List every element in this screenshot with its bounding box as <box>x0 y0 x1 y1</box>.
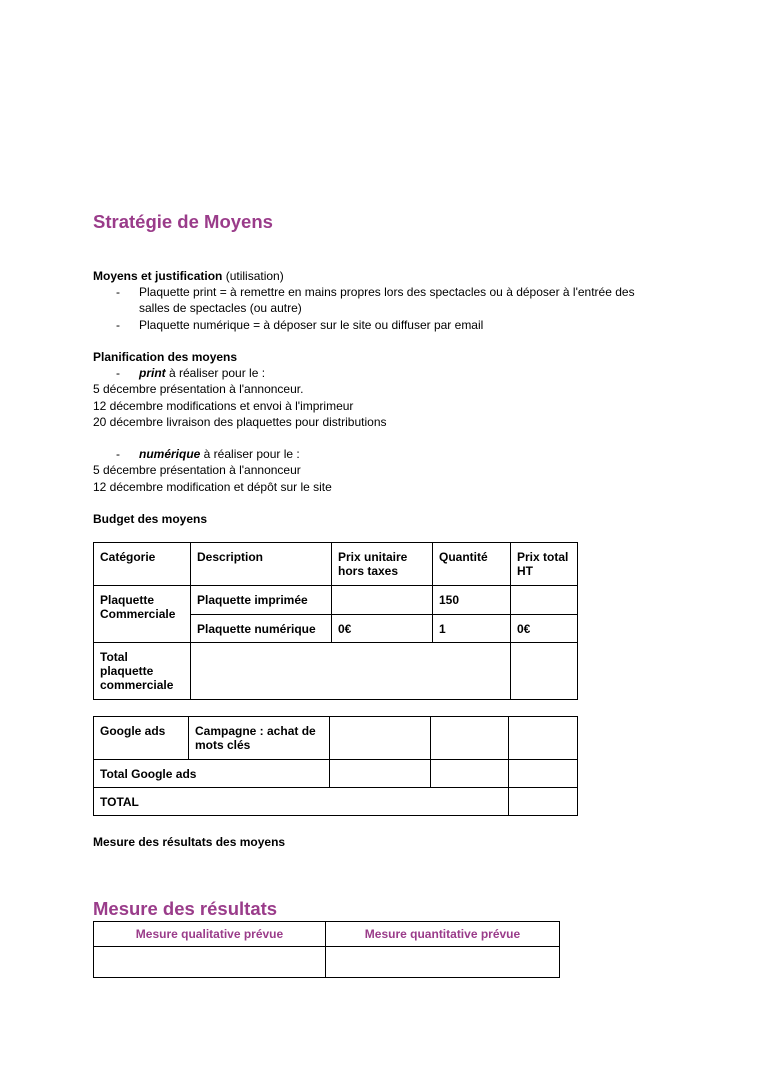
budget-heading: Budget des moyens <box>93 512 208 526</box>
header-category: Catégorie <box>94 543 191 586</box>
ads-description: Campagne : achat de mots clés <box>189 717 330 760</box>
table-row <box>94 947 560 978</box>
digital-label: numérique <box>139 447 201 461</box>
bullet-dash: - <box>116 318 120 332</box>
table-header-row <box>94 543 578 586</box>
bullet-dash: - <box>116 285 120 299</box>
header-total: Prix total HT <box>511 543 578 586</box>
row-quantity: 150 <box>433 586 511 615</box>
empty-cell <box>511 643 578 700</box>
header-quantitative: Mesure quantitative prévue <box>326 922 560 947</box>
header-quantity: Quantité <box>433 543 511 586</box>
table-row <box>94 760 578 788</box>
bullet-dash: - <box>116 447 120 461</box>
ads-category: Google ads <box>94 717 189 760</box>
row-description: Plaquette numérique <box>191 615 332 643</box>
means-heading-line <box>93 268 284 284</box>
table-row <box>94 717 578 760</box>
bullet-dash: - <box>116 366 120 380</box>
ads-total-label: Total Google ads <box>94 760 330 788</box>
empty-cell <box>509 717 578 760</box>
results-means-heading: Mesure des résultats des moyens <box>93 835 286 849</box>
results-title: Mesure des résultats <box>93 898 278 919</box>
digital-date-1: 5 décembre présentation à l'annonceur <box>93 463 301 477</box>
table-header-row <box>94 922 560 947</box>
means-item-1-line2: salles de spectacles (ou autre) <box>139 301 302 315</box>
total-plaquette-label: Total plaquette commerciale <box>94 643 191 700</box>
print-date-3: 20 décembre livraison des plaquettes pour distributions <box>93 415 387 429</box>
category-plaquette: Plaquette Commerciale <box>94 586 191 643</box>
planning-heading: Planification des moyens <box>93 350 238 364</box>
empty-cell <box>431 717 509 760</box>
row-unit-price <box>332 586 433 615</box>
empty-cell <box>94 947 326 978</box>
row-total <box>511 586 578 615</box>
print-label: print <box>139 366 166 380</box>
header-qualitative: Mesure qualitative prévue <box>94 922 326 947</box>
digital-line <box>139 446 300 462</box>
print-date-2: 12 décembre modifications et envoi à l'imprimeur <box>93 399 354 413</box>
empty-cell <box>431 760 509 788</box>
print-suffix: à réaliser pour le : <box>165 366 266 380</box>
digital-suffix: à réaliser pour le : <box>200 447 300 461</box>
ads-table <box>93 716 578 816</box>
empty-cell <box>191 643 511 700</box>
row-description: Plaquette imprimée <box>191 586 332 615</box>
empty-cell <box>326 947 560 978</box>
print-date-1: 5 décembre présentation à l'annonceur. <box>93 382 304 396</box>
row-unit-price: 0€ <box>332 615 433 643</box>
header-description: Description <box>191 543 332 586</box>
table-row <box>94 586 578 615</box>
digital-date-2: 12 décembre modification et dépôt sur le site <box>93 480 332 494</box>
results-table <box>93 921 560 978</box>
grand-total-label: TOTAL <box>94 788 509 816</box>
means-heading: Moyens et justification <box>93 269 223 283</box>
row-total: 0€ <box>511 615 578 643</box>
header-unit-price: Prix unitaire hors taxes <box>332 543 433 586</box>
print-line <box>139 365 265 381</box>
empty-cell <box>330 717 431 760</box>
table-row-total-plaquette <box>94 643 578 700</box>
empty-cell <box>509 760 578 788</box>
means-heading-suffix: (utilisation) <box>222 269 284 283</box>
empty-cell <box>509 788 578 816</box>
empty-cell <box>330 760 431 788</box>
strategy-title: Stratégie de Moyens <box>93 211 273 232</box>
row-quantity: 1 <box>433 615 511 643</box>
means-item-1-line1: Plaquette print = à remettre en mains propres lors des spectacles ou à déposer à l'entrée des <box>139 285 635 299</box>
table-row <box>94 788 578 816</box>
means-item-2: Plaquette numérique = à déposer sur le site ou diffuser par email <box>139 318 484 332</box>
budget-table <box>93 542 578 700</box>
